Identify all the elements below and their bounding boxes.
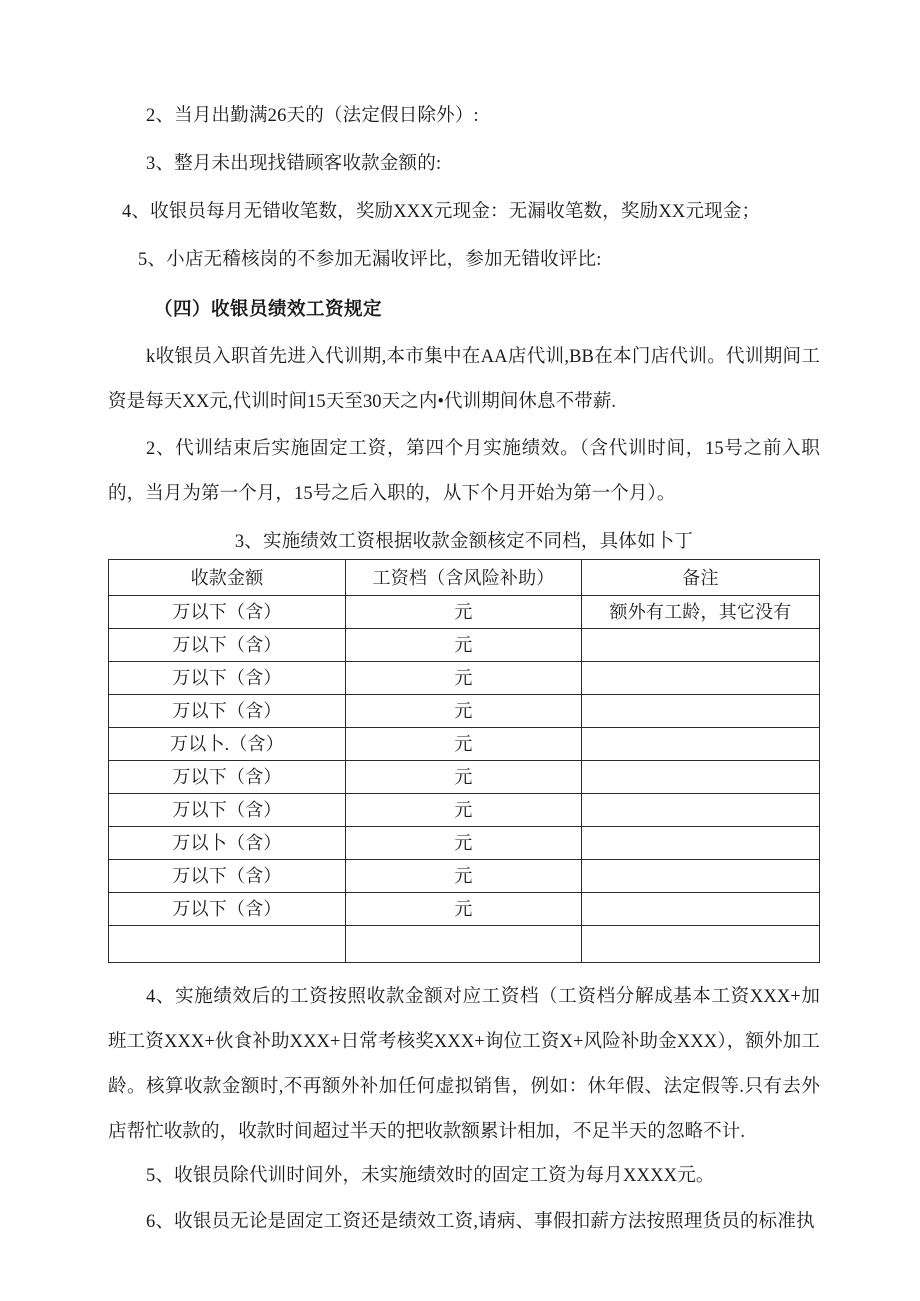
block-item-1: k收银员入职首先进入代训期,本市集中在AA店代训,BB在本门店代训。代训期间工资是每天XX元,代训时间15天至30天之内•代训期间休息不带薪.: [108, 347, 820, 412]
block-item-4: 4、实施绩效后的工资按照收款金额对应工资档（工资档分解成基本工资XXX+加班工资XXX+伙食补助XXX+日常考核奖XXX+询位工资X+风险补助金XXX），额外加工龄。核算收款金额时,不再额外补加任何虚拟销售，例如：休年假、法定假等.只有去外店帮忙收款的，收款时间超过半天的把收款额累计相加，不足半天的忽略不计.: [108, 987, 820, 1142]
cell-remark: 额外有工龄，其它没有: [582, 596, 820, 629]
cell-amount: 万以下（含）: [109, 662, 346, 695]
paragraph-item-2: 2、当月出勤满26天的（法定假日除外）:: [146, 106, 479, 126]
column-header-amount: 收款金额: [109, 560, 346, 596]
table-row: [109, 662, 820, 695]
table-body: [109, 560, 820, 963]
cell-tier: 元: [346, 794, 582, 827]
cell-tier: 元: [346, 695, 582, 728]
paragraph-item-4: 4、收银员每月无错收笔数，奖励XXX元现金：无漏收笔数，奖励XX元现金；: [122, 202, 761, 222]
column-header-tier: 工资档（含风险补助）: [346, 560, 582, 596]
cell-amount: [109, 926, 346, 963]
cell-amount: 万以下（含）: [109, 893, 346, 926]
cell-remark: [582, 827, 820, 860]
cell-remark: [582, 893, 820, 926]
block-item-2: 2、代训结束后实施固定工资，第四个月实施绩效。（含代训时间，15号之前入职的，当月为第一个月，15号之后入职的，从下个月开始为第一个月）。: [108, 439, 820, 504]
cell-remark: [582, 728, 820, 761]
table-row: [109, 596, 820, 629]
table-row: [109, 860, 820, 893]
cell-tier: 元: [346, 761, 582, 794]
table-row: [109, 794, 820, 827]
cell-amount: 万以卜.（含）: [109, 728, 346, 761]
cell-amount: 万以下（含）: [109, 794, 346, 827]
cell-remark: [582, 926, 820, 963]
cell-tier: 元: [346, 629, 582, 662]
cell-amount: 万以下（含）: [109, 761, 346, 794]
cell-remark: [582, 629, 820, 662]
table-row-empty: [109, 926, 820, 963]
cell-remark: [582, 695, 820, 728]
cell-amount: 万以下（含）: [109, 596, 346, 629]
paragraph-item-3: 3、整月未出现找错顾客收款金额的:: [146, 154, 442, 174]
paragraph-item-5b: 5、收银员除代训时间外，未实施绩效时的固定工资为每月XXXX元。: [146, 1166, 715, 1186]
cell-amount: 万以下（含）: [109, 695, 346, 728]
table-row: [109, 695, 820, 728]
cell-amount: 万以卜（含）: [109, 827, 346, 860]
cell-tier: 元: [346, 596, 582, 629]
paragraph-item-6: 6、收银员无论是固定工资还是绩效工资,请病、事假扣薪方法按照理货员的标准执: [146, 1212, 815, 1232]
table-row: [109, 728, 820, 761]
cell-remark: [582, 860, 820, 893]
table-row: [109, 629, 820, 662]
cell-remark: [582, 761, 820, 794]
cell-tier: 元: [346, 728, 582, 761]
cell-tier: 元: [346, 893, 582, 926]
table-row: [109, 827, 820, 860]
table-caption: 3、实施绩效工资根据收款金额核定不同档，具体如卜丁: [234, 532, 694, 552]
cell-tier: 元: [346, 860, 582, 893]
cell-tier: 元: [346, 662, 582, 695]
cell-amount: 万以下（含）: [109, 629, 346, 662]
cell-remark: [582, 794, 820, 827]
table-row: [109, 761, 820, 794]
column-header-remark: 备注: [582, 560, 820, 596]
cell-amount: 万以下（含）: [109, 860, 346, 893]
cell-remark: [582, 662, 820, 695]
cell-tier: [346, 926, 582, 963]
cell-tier: 元: [346, 827, 582, 860]
table-row: [109, 893, 820, 926]
document-body: [108, 96, 820, 1249]
paragraph-item-5: 5、小店无稽核岗的不参加无漏收评比，参加无错收评比:: [138, 250, 602, 270]
section-heading: （四）收银员绩效工资规定: [154, 300, 383, 320]
salary-tier-table: [108, 559, 820, 963]
table-header-row: [109, 560, 820, 596]
